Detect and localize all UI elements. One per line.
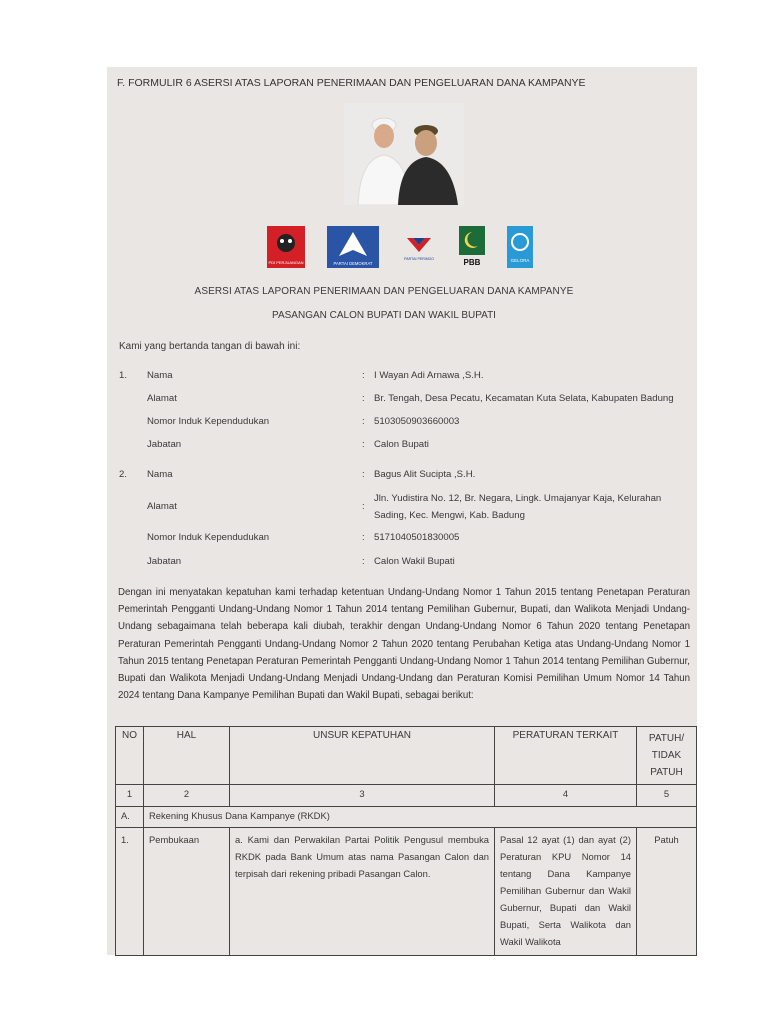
candidate-2-nik-label: Nomor Induk Kependudukan — [147, 532, 270, 543]
header-no: NO — [116, 727, 144, 785]
section-label: Rekening Khusus Dana Kampanye (RKDK) — [144, 807, 697, 828]
candidates-photo — [344, 103, 464, 205]
document-subtitle: PASANGAN CALON BUPATI DAN WAKIL BUPATI — [272, 310, 496, 321]
table-row — [116, 828, 697, 956]
candidate-1-jabatan: Calon Bupati — [374, 439, 429, 450]
candidate-1-nama: I Wayan Adi Arnawa ,S.H. — [374, 370, 484, 381]
candidate-1-alamat: Br. Tengah, Desa Pecatu, Kecamatan Kuta Selata, Kabupaten Badung — [374, 393, 674, 404]
perindo-logo-text: PARTAI PERINDO — [404, 257, 434, 261]
colon: : — [362, 501, 365, 512]
candidate-2-jabatan-label: Jabatan — [147, 556, 182, 567]
compliance-table — [115, 726, 697, 956]
candidate-2-nik: 5171040501830005 — [374, 532, 460, 543]
candidate-2-number: 2. — [119, 469, 128, 480]
candidate-2-alamat: Jln. Yudistira No. 12, Br. Negara, Lingk. Umajanyar Kaja, Kelurahan Sading, Kec. Mengwi, Kab. Badung — [374, 493, 662, 521]
form-header: F. FORMULIR 6 ASERSI ATAS LAPORAN PENERIMAAN DAN PENGELUARAN DANA KAMPANYE — [117, 77, 586, 89]
row-status: Patuh — [637, 828, 697, 956]
header-peraturan-terkait: PERATURAN TERKAIT — [495, 727, 637, 785]
column-number: 2 — [144, 785, 230, 807]
candidate-1-nik: 5103050903660003 — [374, 416, 460, 427]
section-row — [116, 807, 697, 828]
colon: : — [362, 393, 365, 404]
pdi-perjuangan-logo — [267, 226, 305, 268]
column-number: 4 — [495, 785, 637, 807]
candidate-1-alamat-label: Alamat — [147, 393, 177, 404]
candidate-2-nama: Bagus Alit Sucipta ,S.H. — [374, 469, 476, 480]
colon: : — [362, 556, 365, 567]
header-hal: HAL — [144, 727, 230, 785]
pbb-logo-text: PBB — [463, 258, 481, 267]
row-peraturan: Pasal 12 ayat (1) dan ayat (2) Peraturan KPU Nomor 14 tentang Dana Kampanye Pemilihan Gubernur dan Wakil Gubernur, Bupati dan Wakil Bupati, Serta Walikota dan Wakil Walikota — [495, 828, 637, 956]
row-hal: Pembukaan — [144, 828, 230, 956]
intro-text: Kami yang bertanda tangan di bawah ini: — [119, 341, 301, 352]
candidate-2-alamat-label: Alamat — [147, 501, 177, 512]
demokrat-logo-text: PARTAI DEMOKRAT — [333, 261, 373, 266]
colon: : — [362, 416, 365, 427]
colon: : — [362, 532, 365, 543]
candidate-2-jabatan: Calon Wakil Bupati — [374, 556, 455, 567]
candidate-1-nik-label: Nomor Induk Kependudukan — [147, 416, 270, 427]
pbb-logo — [459, 226, 485, 268]
column-number: 3 — [230, 785, 495, 807]
demokrat-logo — [327, 226, 379, 268]
column-number: 1 — [116, 785, 144, 807]
row-unsur: a. Kami dan Perwakilan Partai Politik Pengusul membuka RKDK pada Bank Umum atas nama Pasangan Calon dan terpisah dari rekening pribadi Pasangan Calon. — [230, 828, 495, 956]
gelora-logo-text: GELORA — [510, 258, 530, 263]
table-header-row — [116, 727, 697, 785]
pdi-logo-text: PDI PERJUANGAN — [268, 260, 304, 265]
candidate-1-jabatan-label: Jabatan — [147, 439, 182, 450]
candidate-1-number: 1. — [119, 370, 128, 381]
statement-paragraph: Dengan ini menyatakan kepatuhan kami terhadap ketentuan Undang-Undang Nomor 1 Tahun 2015 tentang Penetapan Peraturan Pemerintah Pengganti Undang-Undang Nomor 1 Tahun 2014 tentang Pemilihan Gubernur, Bupati, dan Walikota Menjadi Undang-Undang sebagaimana telah beberapa kali diubah, terakhir dengan Undang-Undang Nomor 6 Tahun 2020 tentang Penetapan Peraturan Pemerintah Pengganti Undang-Undang Nomor 2 Tahun 2020 tentang Perubahan Ketiga atas Undang-Undang Nomor 1 Tahun 2015 tentang Penetapan Peraturan Pemerintah Pengganti Undang-Undang Nomor 1 Tahun 2014 tentang Pemilihan Gubernur, Bupati dan Walikota Menjadi Undang-Undang Menjadi Undang-Undang dan Peraturan Komisi Pemilihan Umum Nomor 14 Tahun 2024 tentang Dana Kampanye Pemilihan Bupati dan Wakil Bupati, sebagai berikut: — [118, 587, 690, 702]
section-number: A. — [116, 807, 144, 828]
colon: : — [362, 469, 365, 480]
perindo-logo — [403, 232, 435, 262]
column-number: 5 — [637, 785, 697, 807]
row-number: 1. — [116, 828, 144, 956]
header-unsur-kepatuhan: UNSUR KEPATUHAN — [230, 727, 495, 785]
column-number-row — [116, 785, 697, 807]
candidate-1-nama-label: Nama — [147, 370, 173, 381]
colon: : — [362, 370, 365, 381]
header-patuh: PATUH/ TIDAK PATUH — [637, 727, 697, 785]
gelora-logo — [507, 226, 533, 268]
document-title: ASERSI ATAS LAPORAN PENERIMAAN DAN PENGELUARAN DANA KAMPANYE — [194, 286, 574, 297]
colon: : — [362, 439, 365, 450]
candidate-2-nama-label: Nama — [147, 469, 173, 480]
